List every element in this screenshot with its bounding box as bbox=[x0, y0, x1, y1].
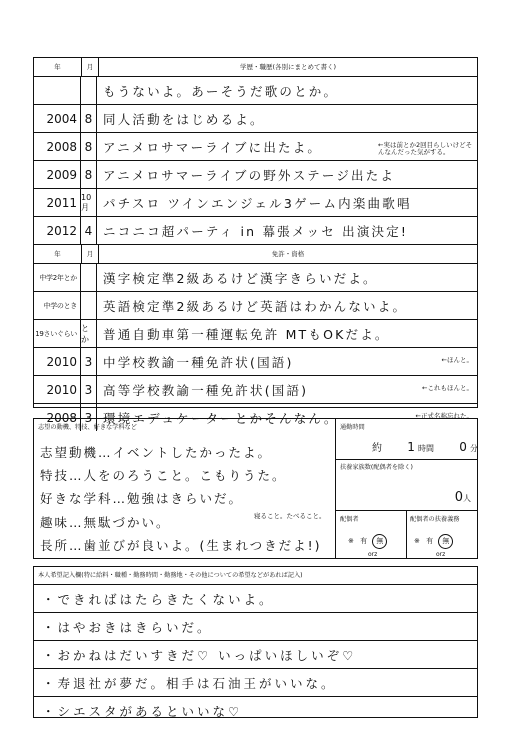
spouse-note: orz bbox=[368, 551, 378, 558]
license-row bbox=[34, 292, 477, 320]
spouse-duty-no-circle: 無 bbox=[438, 534, 453, 549]
history-row bbox=[34, 189, 477, 217]
license-row bbox=[34, 320, 477, 348]
row-year: 2010 bbox=[34, 348, 81, 375]
license-header bbox=[34, 244, 477, 264]
history-title: 学歴・職歴(各別にまとめて書く) bbox=[239, 63, 337, 71]
license-rows bbox=[34, 264, 477, 431]
motivation-line: 特技…人をのろうこと。こもりうた。 bbox=[40, 468, 287, 483]
row-month: 3 bbox=[81, 404, 97, 431]
row-text: ニコニコ超パーティ in 幕張メッセ 出演決定! bbox=[103, 223, 409, 239]
request-line: ・シエスタがあるといいな♡ bbox=[42, 703, 243, 719]
motivation-section bbox=[33, 418, 478, 559]
license-title: 免許・資格 bbox=[271, 250, 305, 258]
row-year: 2008 bbox=[34, 404, 81, 431]
row-text-cell bbox=[97, 222, 477, 240]
month-header: 月 bbox=[82, 58, 99, 76]
dependents-cell bbox=[336, 459, 477, 511]
row-text: 環境エデュケーターとかそんなん。 bbox=[103, 410, 339, 426]
row-year: 中学のとき bbox=[34, 292, 81, 319]
spouse-duty-label: 配偶者の扶養義務 bbox=[410, 516, 460, 523]
row-month: とか bbox=[81, 320, 97, 347]
row-month: 8 bbox=[81, 133, 97, 160]
history-row bbox=[34, 105, 477, 133]
spouse-duty-note: orz bbox=[436, 551, 446, 558]
motivation-line: 好きな学科…勉強はきらいだ。 bbox=[40, 491, 244, 506]
row-text-cell bbox=[97, 353, 477, 371]
history-row bbox=[34, 161, 477, 189]
row-year: 2008 bbox=[34, 133, 81, 160]
spouse-cell bbox=[336, 510, 407, 558]
row-month bbox=[81, 292, 97, 319]
row-note: ←実は前とか2回目らしいけどそんなんだった気がする。 bbox=[378, 140, 473, 156]
year-header: 年 bbox=[34, 58, 82, 76]
row-month: 8 bbox=[81, 161, 97, 188]
dependents-label: 扶養家族数(配偶者を除く) bbox=[340, 464, 413, 471]
history-row bbox=[34, 77, 477, 105]
history-row bbox=[34, 217, 477, 244]
row-text: アニメロサマーライブに出たよ。 bbox=[103, 139, 323, 155]
hobby-note: 寝ること。たべること。 bbox=[254, 512, 326, 520]
row-text: 高等学校教諭一種免許状(国語) bbox=[103, 382, 309, 398]
motivation-line: 趣味…無駄づかい。 bbox=[40, 515, 171, 530]
motivation-line: 長所…歯並びが良いよ。(生まれつきだよ!) bbox=[40, 538, 322, 553]
row-note: ←これもほんと。 bbox=[422, 383, 473, 392]
row-year: 2010 bbox=[34, 376, 81, 403]
row-year: 19さいぐらい bbox=[34, 320, 81, 347]
row-text-cell bbox=[97, 325, 477, 343]
spouse-duty-cell bbox=[406, 510, 477, 558]
row-year: 2011 bbox=[34, 189, 81, 216]
license-row bbox=[34, 348, 477, 376]
row-text-cell bbox=[97, 297, 477, 315]
info-box bbox=[336, 419, 477, 558]
row-text: 同人活動をはじめるよ。 bbox=[103, 111, 265, 127]
license-row bbox=[34, 264, 477, 292]
motivation-line: 志望動機…イベントしたかったよ。 bbox=[40, 445, 273, 460]
row-month bbox=[81, 77, 97, 104]
request-line: ・寿退社が夢だ。相手は石油王がいいな。 bbox=[34, 669, 477, 697]
row-year bbox=[34, 77, 81, 104]
license-row bbox=[34, 376, 477, 404]
history-header bbox=[34, 58, 477, 77]
month-header: 月 bbox=[82, 245, 99, 263]
requests-section bbox=[33, 566, 478, 718]
spouse-duty-choice: ※ 有 無 bbox=[414, 534, 453, 549]
row-text-cell bbox=[97, 269, 477, 287]
motivation-label: 志望の動機、特技、好きな学科など bbox=[38, 424, 137, 431]
row-year: 2009 bbox=[34, 161, 81, 188]
row-text-cell bbox=[97, 166, 477, 184]
row-text-cell bbox=[97, 194, 477, 212]
spouse-choice: ※ 有 無 bbox=[348, 534, 387, 549]
row-text: 中学校教諭一種免許状(国語) bbox=[103, 354, 294, 370]
row-text: アニメロサマーライブの野外ステージ出たよ bbox=[103, 167, 396, 183]
motivation-box bbox=[34, 419, 336, 558]
dependents-value: 0人 bbox=[454, 490, 471, 505]
row-month: 8 bbox=[81, 105, 97, 132]
row-text-cell bbox=[97, 82, 477, 100]
row-text-cell bbox=[97, 381, 477, 399]
commute-cell bbox=[336, 419, 477, 460]
row-year: 2012 bbox=[34, 217, 81, 244]
row-month: 3 bbox=[81, 376, 97, 403]
history-row bbox=[34, 133, 477, 161]
row-month: 10月 bbox=[81, 189, 97, 216]
row-month bbox=[81, 264, 97, 291]
row-text: 普通自動車第一種運転免許 MTもOKだよ。 bbox=[103, 326, 390, 342]
request-line: ・はやおきはきらいだ。 bbox=[34, 613, 477, 641]
history-rows bbox=[34, 77, 477, 244]
row-year: 2004 bbox=[34, 105, 81, 132]
row-year: 中学2年とか bbox=[34, 264, 81, 291]
spouse-no-circle: 無 bbox=[372, 534, 387, 549]
commute-label: 通勤時間 bbox=[340, 424, 365, 431]
request-line: ・おかねはだいすきだ♡ いっぱいほしいぞ♡ bbox=[34, 641, 477, 669]
row-text-cell bbox=[97, 110, 477, 128]
row-text: 英語検定準2級あるけど英語はわかんないよ。 bbox=[103, 298, 408, 314]
row-text: もうないよ。あーそうだ歌のとか。 bbox=[103, 83, 339, 99]
row-note: ←ほんと。 bbox=[441, 355, 473, 364]
request-line: ・できればはたらきたくないよ。 bbox=[34, 585, 477, 613]
history-table bbox=[33, 57, 478, 426]
commute-value: 約 1 時間 0 分 bbox=[372, 440, 479, 454]
row-note: ←正式名称忘れた。 bbox=[415, 411, 473, 420]
row-text: 漢字検定準2級あるけど漢字きらいだよ。 bbox=[103, 270, 378, 286]
row-month: 3 bbox=[81, 348, 97, 375]
row-text-cell bbox=[97, 138, 477, 156]
spouse-label: 配偶者 bbox=[340, 516, 359, 523]
year-header: 年 bbox=[34, 245, 82, 263]
row-text: パチスロ ツインエンジェル3ゲーム内楽曲歌唱 bbox=[103, 195, 412, 211]
row-month: 4 bbox=[81, 217, 97, 244]
requests-label: 本人希望記入欄(特に給料・職種・勤務時間・勤務地・その他についての希望などがあれば記入) bbox=[34, 567, 477, 585]
